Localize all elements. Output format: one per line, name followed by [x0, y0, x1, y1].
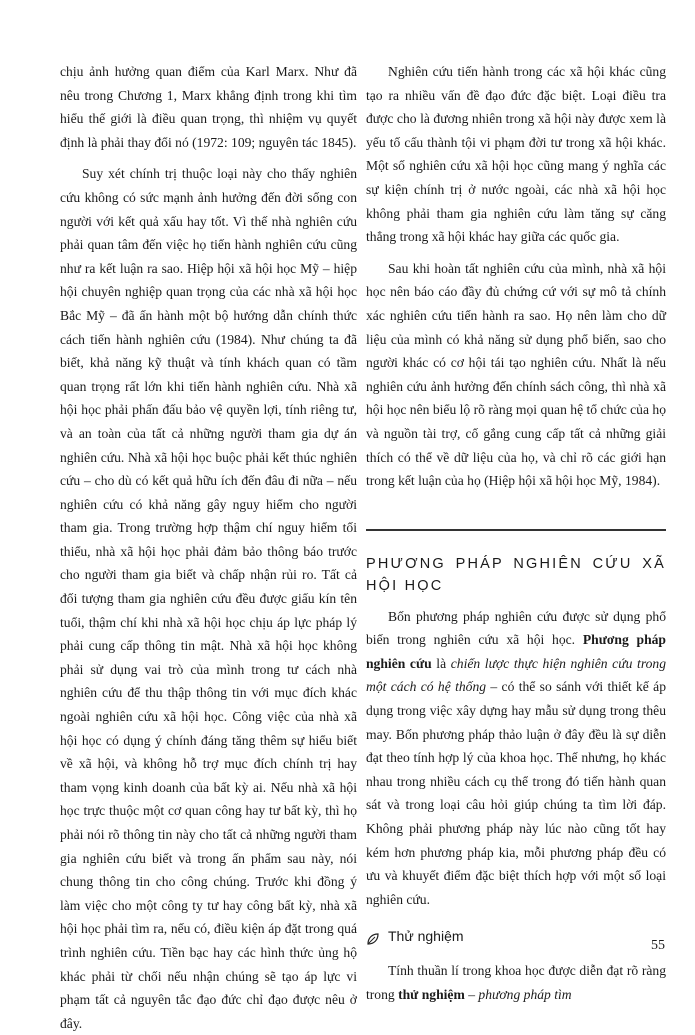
italic-definition: phương pháp tìm: [478, 986, 572, 1002]
subsection-heading: [366, 925, 666, 949]
section-divider: [366, 529, 666, 531]
subheading-text: Thử nghiệm: [388, 928, 464, 945]
leaf-icon: [366, 930, 380, 944]
right-column: [366, 60, 666, 1006]
paragraph: Sau khi hoàn tất nghiên cứu của mình, nhà xã hội học nên báo cáo đầy đủ chứng cứ với sự mô tả chính xác nghiên cứu tiến hành ra sao. Họ nên làm cho dữ liệu của mình có khả năng sử dụng phổ biến, sao cho người khác có cơ hội tái tạo nghiên cứu. Nhất là nếu nghiên cứu ảnh hưởng đến chính sách công, thì nhà xã hội học nên biểu lộ rõ ràng mọi quan hệ tổ chức của họ và nguồn tài trợ, cố gắng cung cấp tất cả những giải thích có thể về dữ liệu của họ, và chỉ rõ các giới hạn trong kết luận của họ (Hiệp hội xã hội học Mỹ, 1984).: [366, 260, 666, 489]
paragraph: [366, 959, 666, 1006]
left-column: [60, 60, 357, 1035]
paragraph: [366, 605, 666, 912]
text-run: Bốn phương pháp nghiên cứu được sử dụng phổ biến trong nghiên cứu xã hội học.: [366, 608, 666, 648]
paragraph: Nghiên cứu tiến hành trong các xã hội khác cũng tạo ra nhiều vấn đề đạo đức đặc biệt. Loại điều tra được cho là đương nhiên trong xã hội này được xem là yếu tố cấu thành tội vi phạm đời tư trong xã hội khác. Một số nghiên cứu xã hội học cũng mang ý nghĩa các sự kiện chính trị ở nước ngoài, các nhà xã hội học không phải tham gia nghiên cứu làm tăng sự căng thẳng trong xã hội khác hay giữa các quốc gia.: [366, 64, 666, 245]
bold-term: thử nghiệm: [398, 986, 465, 1002]
paragraph: chịu ảnh hưởng quan điểm của Karl Marx. Như đã nêu trong Chương 1, Marx khẳng định trong khi tìm hiểu thế giới là điều quan trọng, thì nhiệm vụ quyết định là phải thay đổi nó (1972: 109; nguyên tác 1845).: [60, 64, 357, 150]
text-run: – có thể so sánh với thiết kế áp dụng trong việc xây dựng hay mẫu sử dụng trong thêu may. Bốn phương pháp thảo luận ở đây đều là sự diễn đạt theo tính hợp lý của khoa học. Thế nhưng, họ khác nhau trong nhiều cách cụ thể trong đó tiến hành quan sát và trong loại câu hỏi giúp chúng ta tìm lời đáp. Không phải phương pháp này lúc nào cũng tốt hay kém hơn phương pháp kia, mỗi phương pháp đều có ưu và khuyết điểm đặc biệt thích hợp với một số loại nghiên cứu.: [366, 679, 666, 907]
paragraph: Suy xét chính trị thuộc loại này cho thấy nghiên cứu không có sức mạnh ảnh hưởng đến đời sống con người với kết quả xấu hay tốt. Vì thế nhà nghiên cứu phải quan tâm đến việc họ tiến hành nghiên cứu cũng như ra kết luận ra sao. Hiệp hội xã hội học Mỹ – hiệp hội chuyên nghiệp quan trọng của các nhà xã hội học Bắc Mỹ – đã ấn hành một bộ hướng dẫn chính thức cách tiến hành nghiên cứu (1984). Như chúng ta đã biết, khả năng kỹ thuật và tính khách quan có tầm quan trọng rất lớn khi tiến hành nghiên cứu. Nhà xã hội học phải phấn đấu bảo vệ quyền lợi, tính riêng tư, và an toàn của tất cả những người tham gia dự án nghiên cứu. Nhà xã hội học buộc phải kết thúc nghiên cứu – cho dù có kết quả hữu ích đến đâu đi nữa – nếu nghiên cứu có khả năng gây nguy hiểm cho người tham gia. Trong trường hợp thậm chí nguy hiểm tối thiểu, nhà xã hội học phải đảm bảo thông báo trước cho người tham gia biết và chấp nhận rủi ro. Tất cả đối tượng tham gia nghiên cứu đều được giấu kín tên tuổi, thậm chí khi nhà xã hội học chịu áp lực pháp lý phải cung cấp thông tin mật. Nhà xã hội học không phải sử dụng vai trò của mình trong tư cách nhà nghiên cứu để thu thập thông tin với mục đích khác ngoài nghiên cứu xã hội học. Công việc của nhà xã hội học có dụng ý chính đáng tăng thêm sự hiểu biết về xã hội, và không hỗ trợ mục đích chính trị hay tham vọng kinh doanh của bất kỳ ai. Nếu nhà xã hội học trực thuộc một cơ quan công hay tư bất kỳ, thì họ phải nói rõ thông tin này cho tất cả những người tham gia nghiên cứu biết và trong ấn phẩm sau này, nói chung thông tin cho công chúng. Trước khi đồng ý làm việc cho một công ty tư hay công bất kỳ, nhà xã hội học phải tìm ra, nếu có, điều kiện áp đặt trong quá trình nghiên cứu. Tiền bạc hay các hình thức ủng hộ khác phải từ chối nếu nhận chúng sẽ tạo áp lực vi phạm tất cả nguyên tắc đạo đức chỉ đạo được nêu ở đây.: [60, 166, 357, 1031]
text-run: –: [464, 986, 479, 1002]
page-number: 55: [651, 938, 665, 953]
text-run: Tính thuần lí trong khoa học được diễn đạt rõ ràng trong: [366, 963, 666, 1002]
text-run: là: [431, 655, 451, 671]
section-heading: PHƯƠNG PHÁP NGHIÊN CỨU XÃ HỘI HỌC: [366, 555, 666, 594]
bold-term: Phương pháp nghiên cứu: [366, 632, 666, 671]
italic-definition: chiến lược thực hiện nghiên cứu trong một cách có hệ thống: [366, 655, 666, 695]
